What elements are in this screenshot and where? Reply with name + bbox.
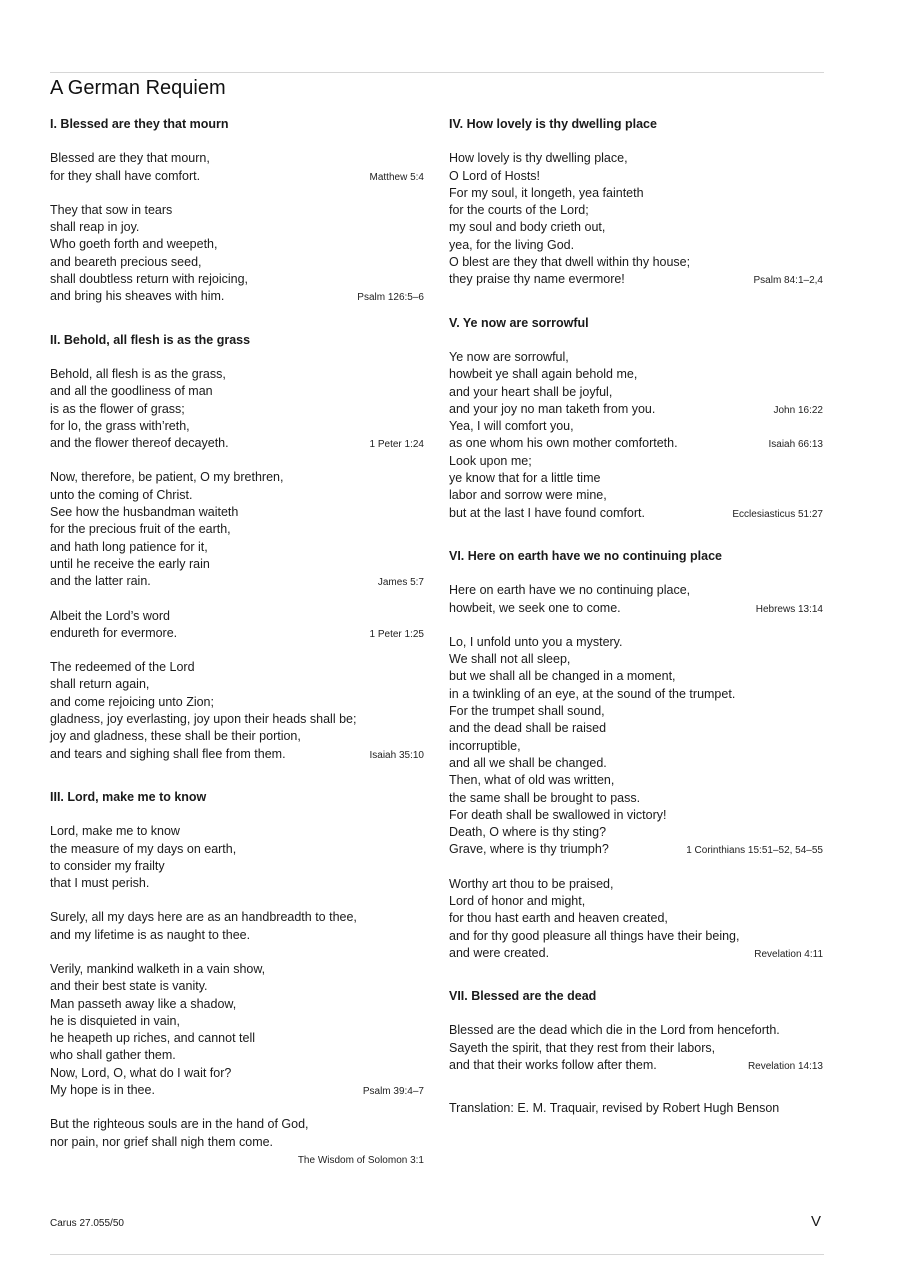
line-text: and beareth precious seed, xyxy=(50,254,202,269)
text-line xyxy=(50,401,424,418)
stanza xyxy=(449,876,823,962)
line-text: who shall gather them. xyxy=(50,1048,176,1063)
section-heading: III. Lord, make me to know xyxy=(50,789,207,804)
line-text: to consider my frailty xyxy=(50,858,165,873)
line-text: Blessed are the dead which die in the Lord from henceforth. xyxy=(449,1023,780,1038)
line-text: for thou hast earth and heaven created, xyxy=(449,911,668,926)
scripture-reference: Isaiah 66:13 xyxy=(768,439,823,451)
text-line xyxy=(50,711,424,728)
line-text: nor pain, nor grief shall nigh them come. xyxy=(50,1134,274,1149)
movement-section xyxy=(449,988,823,1074)
line-text: Then, what of old was written, xyxy=(449,773,615,788)
line-text: Now, Lord, O, what do I wait for? xyxy=(50,1065,232,1080)
text-line xyxy=(50,659,424,676)
text-line xyxy=(50,694,424,711)
text-line xyxy=(449,668,823,685)
line-text: My hope is in thee. xyxy=(50,1083,155,1098)
text-line xyxy=(50,927,424,944)
text-line xyxy=(50,573,424,590)
text-line xyxy=(449,893,823,910)
scripture-reference: The Wisdom of Solomon 3:1 xyxy=(297,1154,424,1166)
line-text: for lo, the grass with’reth, xyxy=(50,418,190,433)
line-text: Surely, all my days here are as an handbreadth to thee, xyxy=(50,910,357,925)
line-text: and all the goodliness of man xyxy=(50,384,213,399)
stanza xyxy=(50,909,424,944)
line-text: but at the last I have found comfort. xyxy=(449,505,645,520)
text-line xyxy=(50,219,424,236)
line-text: Verily, mankind walketh in a vain show, xyxy=(50,961,266,976)
text-line xyxy=(50,978,424,995)
line-text: For my soul, it longeth, yea fainteth xyxy=(449,185,644,200)
scripture-reference: Revelation 14:13 xyxy=(747,1061,823,1073)
line-text: Here on earth have we no continuing place, xyxy=(449,583,691,598)
scripture-reference: Revelation 4:11 xyxy=(754,948,823,960)
line-text: until he receive the early rain xyxy=(50,556,210,571)
page-number: V xyxy=(811,1213,822,1230)
section-heading: VII. Blessed are the dead xyxy=(449,989,597,1004)
text-line xyxy=(50,608,424,625)
movement-section xyxy=(449,548,823,962)
line-text: incorruptible, xyxy=(449,738,521,753)
stanza xyxy=(449,634,823,859)
text-line xyxy=(449,487,823,504)
text-line xyxy=(50,875,424,892)
text-line xyxy=(50,418,424,435)
line-text: and the flower thereof decayeth. xyxy=(50,436,229,451)
line-text: Lo, I unfold unto you a mystery. xyxy=(449,634,623,649)
line-text: For death shall be swallowed in victory! xyxy=(449,807,667,822)
line-text: Grave, where is thy triumph? xyxy=(449,842,609,857)
line-text: he is disquieted in vain, xyxy=(50,1013,180,1028)
text-line xyxy=(449,384,823,401)
text-line xyxy=(449,928,823,945)
text-line xyxy=(449,703,823,720)
movement-section xyxy=(50,789,424,1168)
line-text: They that sow in tears xyxy=(50,202,173,217)
movement-section xyxy=(449,315,823,522)
text-line xyxy=(449,651,823,668)
line-text: he heapeth up riches, and cannot tell xyxy=(50,1031,256,1046)
line-text: and the dead shall be raised xyxy=(449,721,607,736)
text-line xyxy=(50,823,424,840)
text-line xyxy=(50,996,424,1013)
catalog-number: Carus 27.055/50 xyxy=(50,1218,124,1229)
line-text: and my lifetime is as naught to thee. xyxy=(50,927,251,942)
translation-credit: Translation: E. M. Traquair, revised by Robert Hugh Benson xyxy=(449,1101,780,1116)
line-text: For the trumpet shall sound, xyxy=(449,704,605,719)
text-line xyxy=(449,841,823,858)
line-text: yea, for the living God. xyxy=(449,237,575,252)
text-line xyxy=(50,168,424,185)
text-line xyxy=(50,202,424,219)
line-text: Who goeth forth and weepeth, xyxy=(50,237,218,252)
text-line xyxy=(50,435,424,452)
scripture-reference: 1 Peter 1:24 xyxy=(369,439,424,451)
text-line xyxy=(50,521,424,538)
line-text: Ye now are sorrowful, xyxy=(449,349,569,364)
text-line xyxy=(449,772,823,789)
line-text: Look upon me; xyxy=(449,453,532,468)
text-line xyxy=(449,237,823,254)
line-text: and come rejoicing unto Zion; xyxy=(50,694,214,709)
line-text: shall reap in joy. xyxy=(50,220,140,235)
scripture-reference: Ecclesiasticus 51:27 xyxy=(732,508,823,520)
text-line xyxy=(449,600,823,617)
line-text: O blest are they that dwell within thy house; xyxy=(449,255,691,270)
text-line xyxy=(449,1022,823,1039)
text-line xyxy=(449,1057,823,1074)
text-line xyxy=(449,738,823,755)
stanza xyxy=(50,202,424,306)
text-line xyxy=(449,807,823,824)
scripture-reference: 1 Corinthians 15:51–52, 54–55 xyxy=(686,845,823,857)
line-text: howbeit ye shall again behold me, xyxy=(449,367,638,382)
section-heading: I. Blessed are they that mourn xyxy=(50,117,229,131)
scripture-reference: Psalm 39:4–7 xyxy=(362,1086,424,1098)
text-line xyxy=(449,219,823,236)
text-line xyxy=(50,1134,424,1151)
text-line xyxy=(50,1065,424,1082)
line-text: and that their works follow after them. xyxy=(449,1058,657,1073)
line-text: and their best state is vanity. xyxy=(50,979,208,994)
text-line xyxy=(449,401,823,418)
text-line xyxy=(50,236,424,253)
line-text: in a twinkling of an eye, at the sound of the trumpet. xyxy=(449,686,736,701)
text-line xyxy=(449,435,823,452)
line-text: Sayeth the spirit, that they rest from their labors, xyxy=(449,1040,716,1055)
line-text: the same shall be brought to pass. xyxy=(449,790,641,805)
stanza xyxy=(449,150,823,288)
line-text: and hath long patience for it, xyxy=(50,539,208,554)
line-text: Lord, make me to know xyxy=(50,824,180,839)
text-line xyxy=(50,556,424,573)
stanza xyxy=(449,1022,823,1074)
text-line xyxy=(50,1030,424,1047)
line-text: See how the husbandman waiteth xyxy=(50,505,239,520)
text-line xyxy=(449,254,823,271)
line-text: shall return again, xyxy=(50,677,150,692)
text-line xyxy=(449,824,823,841)
text-line xyxy=(50,1013,424,1030)
line-text: We shall not all sleep, xyxy=(449,652,571,667)
line-text: The redeemed of the Lord xyxy=(50,660,195,675)
text-line xyxy=(50,366,424,383)
line-text: Yea, I will comfort you, xyxy=(449,419,574,434)
line-text: and all we shall be changed. xyxy=(449,755,607,770)
text-line xyxy=(50,858,424,875)
line-text: that I must perish. xyxy=(50,876,150,891)
text-line xyxy=(50,288,424,305)
text-line xyxy=(50,676,424,693)
line-text: but we shall all be changed in a moment, xyxy=(449,669,676,684)
text-line xyxy=(449,790,823,807)
right-column xyxy=(449,116,823,1118)
section-heading: IV. How lovely is thy dwelling place xyxy=(449,117,657,131)
movement-section xyxy=(50,332,424,763)
text-line xyxy=(50,625,424,642)
text-line xyxy=(50,728,424,745)
line-text: Worthy art thou to be praised, xyxy=(449,876,614,891)
text-line xyxy=(50,841,424,858)
movement-section xyxy=(50,116,424,306)
scripture-reference: Matthew 5:4 xyxy=(369,171,424,183)
line-text: and the latter rain. xyxy=(50,574,151,589)
text-line xyxy=(50,469,424,486)
page-title: A German Requiem xyxy=(50,77,226,99)
text-line xyxy=(50,1151,424,1168)
line-text: Death, O where is thy sting? xyxy=(449,825,607,840)
scripture-reference: Psalm 126:5–6 xyxy=(357,292,424,304)
text-line xyxy=(50,150,424,167)
line-text: they praise thy name evermore! xyxy=(449,272,625,287)
line-text: for the precious fruit of the earth, xyxy=(50,522,231,537)
text-line xyxy=(50,254,424,271)
line-text: Man passeth away like a shadow, xyxy=(50,996,237,1011)
line-text: Now, therefore, be patient, O my brethren, xyxy=(50,470,284,485)
section-heading: VI. Here on earth have we no continuing place xyxy=(449,548,722,563)
stanza xyxy=(50,1116,424,1168)
text-line xyxy=(50,909,424,926)
text-line xyxy=(449,945,823,962)
scripture-reference: James 5:7 xyxy=(377,577,424,589)
text-line xyxy=(50,1082,424,1099)
text-line xyxy=(449,876,823,893)
line-text: and your heart shall be joyful, xyxy=(449,384,613,399)
line-text: and for thy good pleasure all things have their being, xyxy=(449,928,740,943)
text-line xyxy=(50,383,424,400)
section-heading: II. Behold, all flesh is as the grass xyxy=(50,332,251,347)
stanza xyxy=(449,582,823,617)
line-text: and your joy no man taketh from you. xyxy=(449,401,656,416)
text-line xyxy=(50,746,424,763)
text-line xyxy=(449,755,823,772)
line-text: Blessed are they that mourn, xyxy=(50,151,210,166)
text-line xyxy=(449,168,823,185)
scripture-reference: Isaiah 35:10 xyxy=(369,749,424,761)
line-text: unto the coming of Christ. xyxy=(50,487,193,502)
left-column xyxy=(50,116,424,1194)
text-line xyxy=(50,1047,424,1064)
text-line xyxy=(50,1116,424,1133)
line-text: the measure of my days on earth, xyxy=(50,841,237,856)
scripture-reference: John 16:22 xyxy=(773,404,823,416)
line-text: joy and gladness, these shall be their portion, xyxy=(50,729,301,744)
text-line xyxy=(50,504,424,521)
text-line xyxy=(449,349,823,366)
line-text: and tears and sighing shall flee from them. xyxy=(50,746,286,761)
line-text: But the righteous souls are in the hand of God, xyxy=(50,1117,309,1132)
text-line xyxy=(449,366,823,383)
line-text: endureth for evermore. xyxy=(50,625,178,640)
stanza xyxy=(50,469,424,590)
line-text: How lovely is thy dwelling place, xyxy=(449,151,628,166)
line-text: is as the flower of grass; xyxy=(50,401,185,416)
line-text: gladness, joy everlasting, joy upon their heads shall be; xyxy=(50,712,357,727)
text-line xyxy=(50,271,424,288)
stanza xyxy=(50,366,424,452)
text-line xyxy=(449,1040,823,1057)
text-line xyxy=(449,185,823,202)
line-text: shall doubtless return with rejoicing, xyxy=(50,272,249,287)
line-text: my soul and body crieth out, xyxy=(449,220,606,235)
text-line xyxy=(50,539,424,556)
line-text: for the courts of the Lord; xyxy=(449,203,589,218)
line-text: howbeit, we seek one to come. xyxy=(449,600,621,615)
section-heading: V. Ye now are sorrowful xyxy=(449,315,589,330)
stanza xyxy=(449,349,823,522)
text-line xyxy=(449,910,823,927)
text-line xyxy=(449,582,823,599)
text-line xyxy=(449,686,823,703)
scripture-reference: Psalm 84:1–2,4 xyxy=(753,275,823,287)
text-line xyxy=(449,150,823,167)
text-line xyxy=(449,720,823,737)
line-text: Behold, all flesh is as the grass, xyxy=(50,366,226,381)
line-text: for they shall have comfort. xyxy=(50,168,201,183)
text-line xyxy=(449,418,823,435)
stanza xyxy=(50,961,424,1099)
text-line xyxy=(50,961,424,978)
scripture-reference: 1 Peter 1:25 xyxy=(369,628,424,640)
text-line xyxy=(449,505,823,522)
text-line xyxy=(449,634,823,651)
line-text: O Lord of Hosts! xyxy=(449,168,541,183)
text-line xyxy=(449,202,823,219)
line-text: ye know that for a little time xyxy=(449,471,601,486)
stanza xyxy=(50,823,424,892)
line-text: and bring his sheaves with him. xyxy=(50,289,225,304)
line-text: Albeit the Lord’s word xyxy=(50,608,170,623)
top-rule xyxy=(50,72,824,73)
text-line xyxy=(449,453,823,470)
text-line xyxy=(449,470,823,487)
text-line xyxy=(50,487,424,504)
line-text: Lord of honor and might, xyxy=(449,893,586,908)
stanza xyxy=(50,150,424,185)
line-text: and were created. xyxy=(449,945,550,960)
stanza xyxy=(50,608,424,643)
line-text: labor and sorrow were mine, xyxy=(449,488,607,503)
text-line xyxy=(449,271,823,288)
stanza xyxy=(50,659,424,763)
line-text: as one whom his own mother comforteth. xyxy=(449,436,678,451)
bottom-rule xyxy=(50,1254,824,1255)
scripture-reference: Hebrews 13:14 xyxy=(755,603,823,615)
movement-section xyxy=(449,116,823,289)
